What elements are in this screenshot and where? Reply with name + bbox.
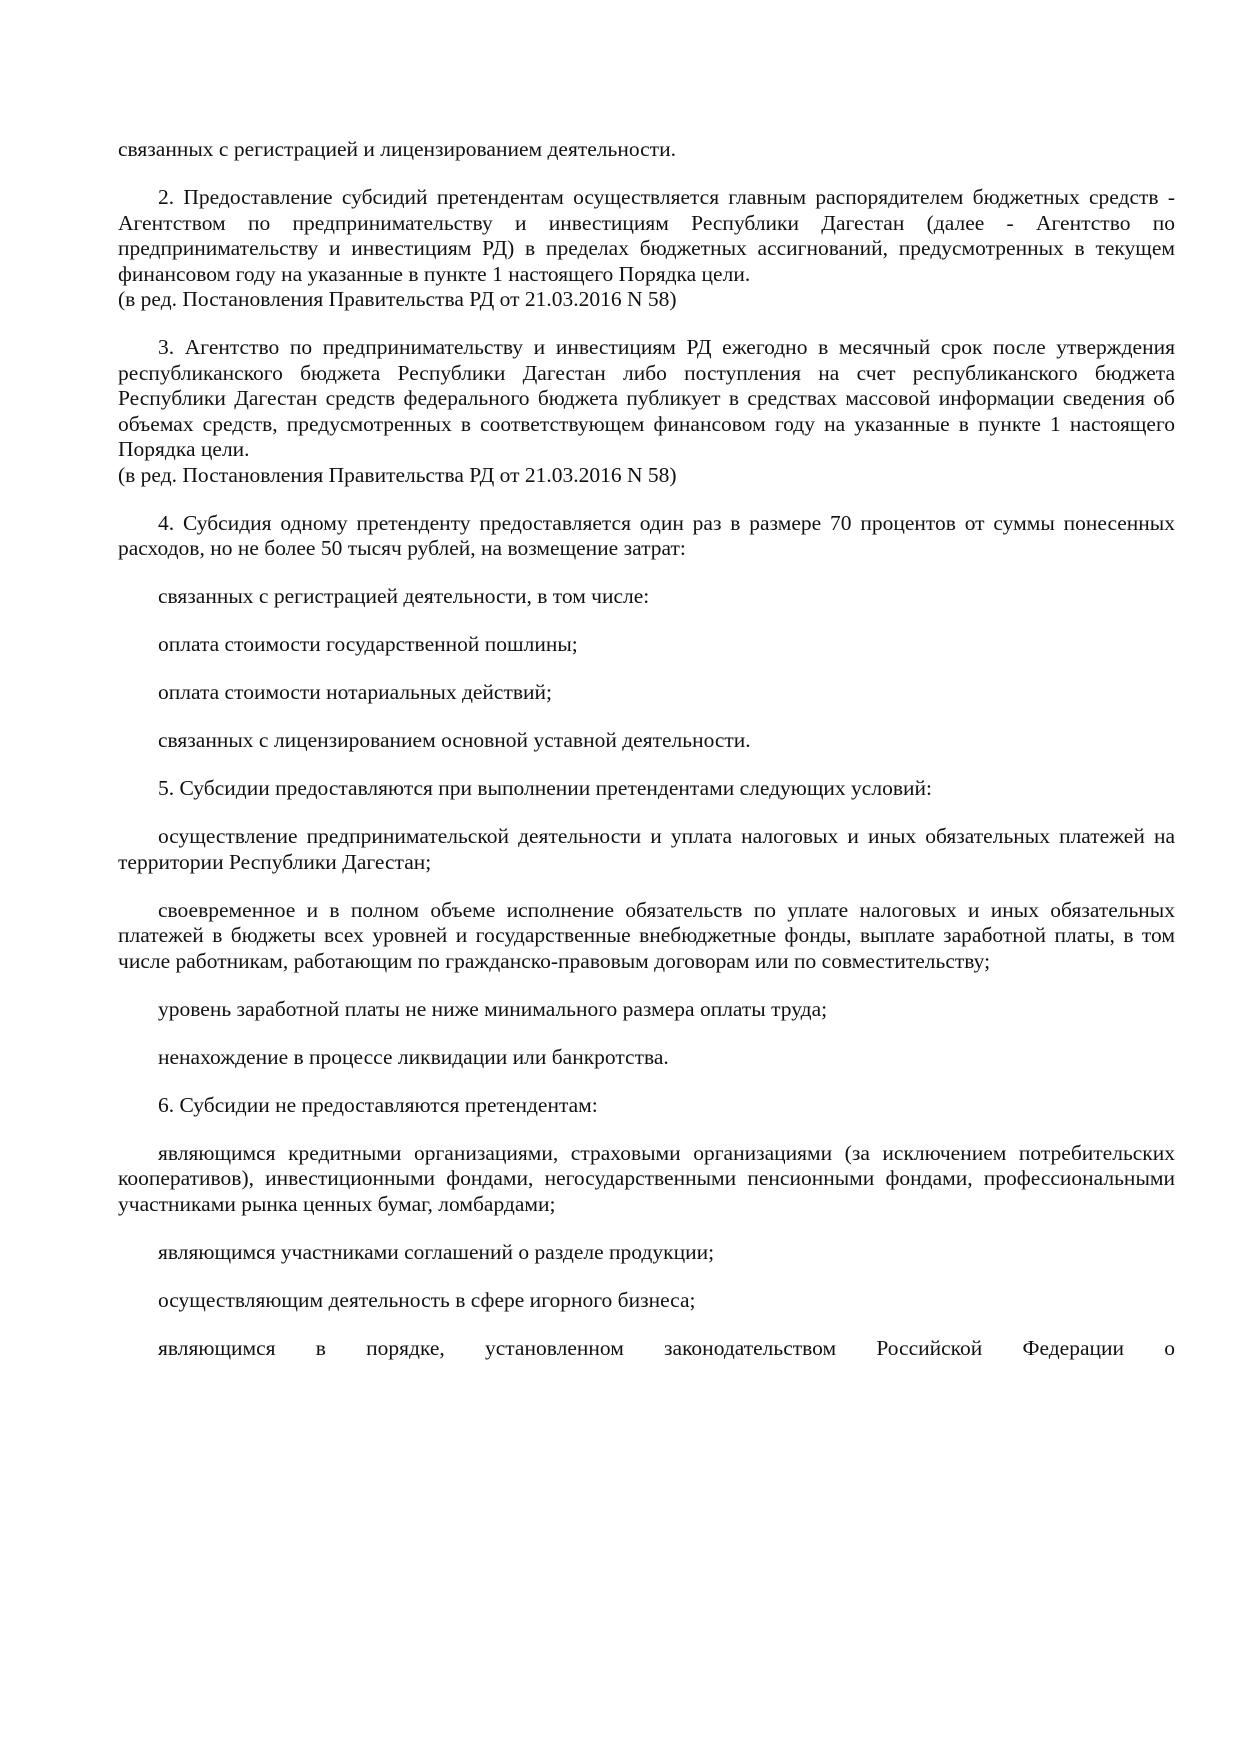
list-item: являющимся участниками соглашений о разделе продукции; bbox=[158, 1239, 715, 1264]
list-item: связанных с регистрацией деятельности, в том числе: bbox=[158, 584, 650, 608]
paragraph-3: 3. Агентство по предпринимательству и инвестициям РД ежегодно в месячный срок после утверждения республиканского бюджета Республики Дагестан либо поступления на счет республиканского бюджета Республики Дагестан средств федерального бюджета публикует в средствах массовой информации сведения об объемах средств, предусмотренных в соответствующем финансовом году на указанные в пункте 1 настоящего Порядка цели. bbox=[118, 335, 1175, 461]
paragraph-4: 4. Субсидия одному претенденту предоставляется один раз в размере 70 процентов от суммы понесенных расходов, но не более 50 тысяч рублей, на возмещение затрат: bbox=[118, 510, 1175, 560]
paragraph-6: 6. Субсидии не предоставляются претендентам: bbox=[158, 1092, 598, 1117]
paragraph-2: 2. Предоставление субсидий претендентам осуществляется главным распорядителем бюджетных средств - Агентством по предпринимательству и инвестициям Республики Дагестан (далее - Агентство по предпринимательству и инвестициям РД) в пределах бюджетных ассигнований, предусмотренных в текущем финансовом году на указанные в пункте 1 настоящего Порядка цели. bbox=[118, 185, 1175, 286]
list-item: оплата стоимости нотариальных действий; bbox=[158, 680, 553, 704]
list-item: ненахождение в процессе ликвидации или банкротства. bbox=[158, 1044, 669, 1069]
list-item: являющимся в порядке, установленном законодательством Российской Федерации о bbox=[158, 1335, 1175, 1360]
list-item: являющимся кредитными организациями, страховыми организациями (за исключением потребительских кооперативов), инвестиционными фондами, негосударственными пенсионными фондами, профессиональными участниками рынка ценных бумаг, ломбардами; bbox=[118, 1140, 1175, 1216]
paragraph-continuation: связанных с регистрацией и лицензированием деятельности. bbox=[118, 137, 676, 161]
paragraph-5: 5. Субсидии предоставляются при выполнении претендентами следующих условий: bbox=[158, 776, 932, 800]
document-page bbox=[118, 137, 1175, 1361]
list-item: связанных с лицензированием основной уставной деятельности. bbox=[158, 728, 751, 752]
list-item: уровень заработной платы не ниже минимального размера оплаты труда; bbox=[158, 996, 828, 1021]
list-item: своевременное и в полном объеме исполнение обязательств по уплате налоговых и иных обязательных платежей в бюджеты всех уровней и государственные внебюджетные фонды, выплате заработной платы, в том числе работникам, работающим по гражданско-правовым договорам или по совместительству; bbox=[118, 897, 1175, 973]
amendment-note: (в ред. Постановления Правительства РД от 21.03.2016 N 58) bbox=[118, 462, 677, 487]
list-item: оплата стоимости государственной пошлины; bbox=[158, 632, 578, 656]
list-item: осуществление предпринимательской деятельности и уплата налоговых и иных обязательных платежей на территории Республики Дагестан; bbox=[118, 824, 1175, 874]
list-item: осуществляющим деятельность в сфере игорного бизнеса; bbox=[158, 1287, 696, 1312]
amendment-note: (в ред. Постановления Правительства РД от 21.03.2016 N 58) bbox=[118, 287, 677, 311]
